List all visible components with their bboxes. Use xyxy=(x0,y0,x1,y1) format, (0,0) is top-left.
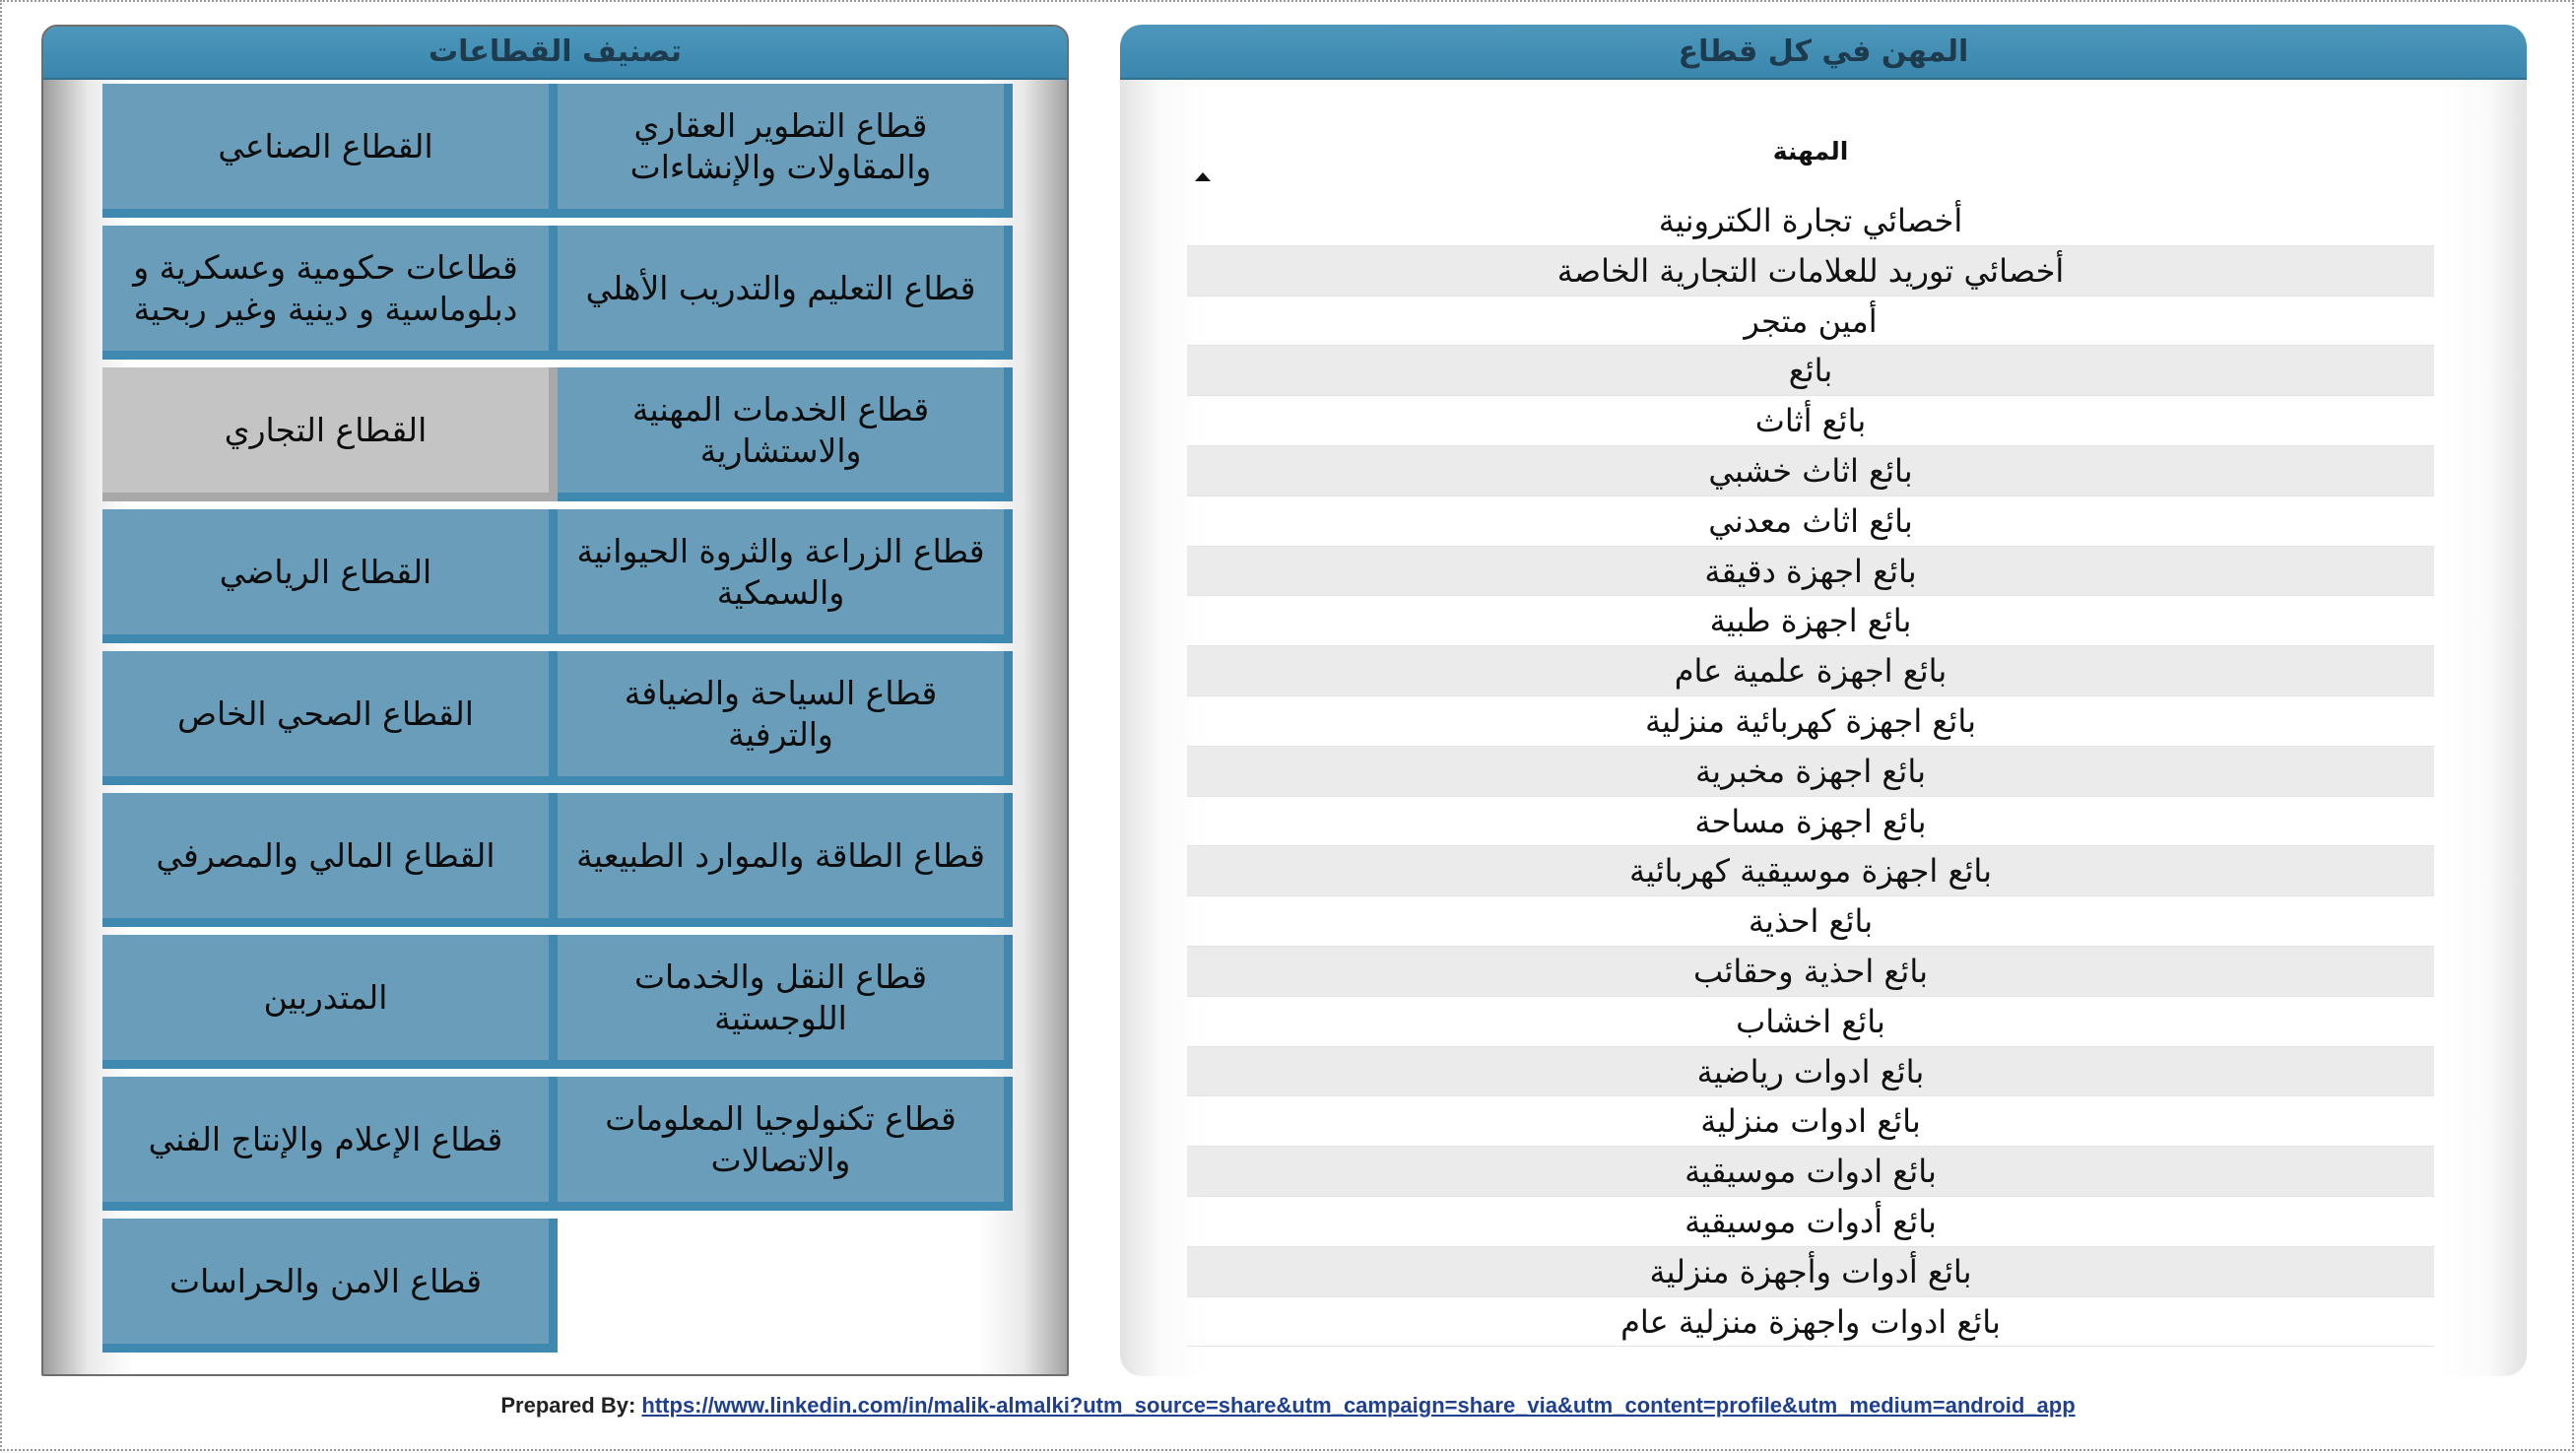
job-row[interactable]: بائع ادوات موسيقية xyxy=(1187,1147,2434,1197)
sector-tile-real-estate[interactable]: قطاع التطوير العقاري والمقاولات والإنشاءات xyxy=(558,84,1013,218)
job-row[interactable]: بائع أدوات وأجهزة منزلية xyxy=(1187,1247,2434,1297)
sector-tile-commercial[interactable]: القطاع التجاري xyxy=(102,367,558,501)
job-row[interactable]: بائع اجهزة كهربائية منزلية xyxy=(1187,696,2434,747)
job-row[interactable]: بائع احذية وحقائب xyxy=(1187,947,2434,997)
job-row[interactable]: بائع ادوات رياضية xyxy=(1187,1047,2434,1097)
job-row[interactable]: بائع اثاث خشبي xyxy=(1187,446,2434,496)
job-row[interactable]: بائع أثاث xyxy=(1187,396,2434,446)
sector-tile-transport[interactable]: قطاع النقل والخدمات اللوجستية xyxy=(558,935,1013,1069)
job-row[interactable]: بائع أدوات موسيقية xyxy=(1187,1197,2434,1247)
job-row[interactable]: بائع اخشاب xyxy=(1187,997,2434,1047)
footer xyxy=(0,1393,2576,1419)
job-row[interactable]: بائع اجهزة مساحة xyxy=(1187,797,2434,847)
sector-tile-security[interactable]: قطاع الامن والحراسات xyxy=(102,1219,558,1353)
job-row[interactable]: أخصائي تجارة الكترونية xyxy=(1187,196,2434,246)
job-row[interactable]: أخصائي توريد للعلامات التجارية الخاصة xyxy=(1187,246,2434,297)
sector-tile-trainees[interactable]: المتدربين xyxy=(102,935,558,1069)
job-row[interactable]: بائع اجهزة موسيقية كهربائية xyxy=(1187,846,2434,896)
job-row[interactable]: بائع ادوات منزلية xyxy=(1187,1096,2434,1147)
sector-tile-professional[interactable]: قطاع الخدمات المهنية والاستشارية xyxy=(558,367,1013,501)
jobs-panel-title: المهن في كل قطاع xyxy=(1120,25,2527,80)
sector-tile-it[interactable]: قطاع تكنولوجيا المعلومات والاتصالات xyxy=(558,1077,1013,1211)
sort-ascending-icon[interactable] xyxy=(1195,172,1211,181)
job-row[interactable]: بائع اثاث معدني xyxy=(1187,496,2434,547)
sector-tile-private-health[interactable]: القطاع الصحي الخاص xyxy=(102,651,558,785)
sectors-panel xyxy=(41,25,1069,1376)
sector-tile-finance[interactable]: القطاع المالي والمصرفي xyxy=(102,793,558,927)
sector-tile-media[interactable]: قطاع الإعلام والإنتاج الفني xyxy=(102,1077,558,1211)
footer-label: Prepared By: xyxy=(500,1393,636,1418)
sector-tile-energy[interactable]: قطاع الطاقة والموارد الطبيعية xyxy=(558,793,1013,927)
job-row[interactable]: بائع اجهزة دقيقة xyxy=(1187,547,2434,597)
sector-tile-agriculture[interactable]: قطاع الزراعة والثروة الحيوانية والسمكية xyxy=(558,509,1013,643)
job-row[interactable]: بائع اجهزة طبية xyxy=(1187,596,2434,646)
jobs-panel xyxy=(1120,25,2527,1376)
job-list xyxy=(1187,196,2434,1347)
job-row[interactable]: أمين متجر xyxy=(1187,297,2434,347)
sector-tile-tourism[interactable]: قطاع السياحة والضيافة والترفية xyxy=(558,651,1013,785)
sectors-panel-title: تصنيف القطاعات xyxy=(43,27,1067,80)
job-row[interactable]: بائع اجهزة مخبرية xyxy=(1187,747,2434,797)
jobs-list-box[interactable] xyxy=(1187,113,2497,1356)
sector-tile-education[interactable]: قطاع التعليم والتدريب الأهلي xyxy=(558,226,1013,360)
job-row[interactable]: بائع اجهزة علمية عام xyxy=(1187,646,2434,696)
sector-tile-government[interactable]: قطاعات حكومية وعسكرية و دبلوماسية و دينية وغير ربحية xyxy=(102,226,558,360)
job-row[interactable]: بائع ادوات واجهزة منزلية عام xyxy=(1187,1297,2434,1348)
job-row[interactable]: بائع احذية xyxy=(1187,896,2434,947)
job-column-header[interactable]: المهنة xyxy=(1772,137,1849,165)
sector-tile-industrial[interactable]: القطاع الصناعي xyxy=(102,84,558,218)
sector-tile-sports[interactable]: القطاع الرياضي xyxy=(102,509,558,643)
footer-link[interactable]: https://www.linkedin.com/in/malik-almalki?utm_source=share&utm_campaign=share_via&utm_content=profile&utm_medium=android_app xyxy=(641,1393,2076,1418)
job-row[interactable]: بائع xyxy=(1187,346,2434,396)
